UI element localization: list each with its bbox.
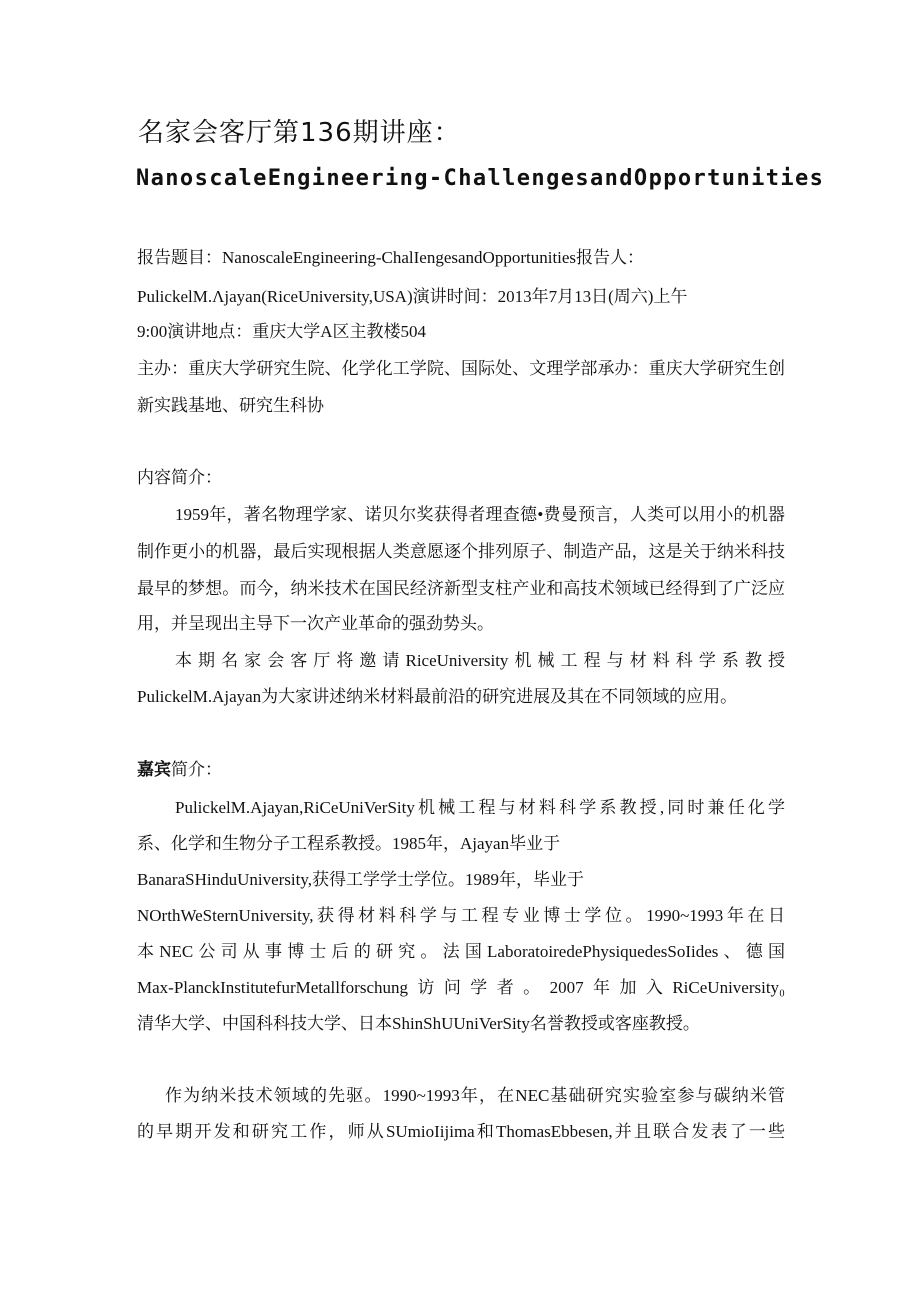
- content-p1-line: 最早的梦想。而今，纳米技术在国民经济新型支柱产业和高技术领域已经得到了广泛应: [137, 579, 785, 598]
- content-heading: 内容简介：: [137, 468, 222, 487]
- guest-p1-line: 清华大学、中国科科技大学、日本ShinShUUniVerSity名誉教授或客座教授。: [137, 1014, 700, 1033]
- info-line-speaker-time: PulickelM.Λjayan(RiceUniversity,USA)演讲时间：2013年7月13日(周六)上午: [137, 287, 688, 306]
- page-subtitle: NanoscaleEngineering-ChallengesandOpportunities: [136, 166, 825, 191]
- info-line-organizers: 主办：重庆大学研究生院、化学化工学院、国际处、文理学部承办：重庆大学研究生创: [137, 359, 785, 378]
- guest-heading-rest: 简介：: [171, 760, 222, 779]
- info-line-organizers-cont: 新实践基地、研究生科协: [137, 396, 324, 415]
- guest-p1-line: PulickelM.Ajayan,RiCeUniVerSity机械工程与材料科学系教授,同时兼任化学: [175, 798, 785, 817]
- info-line-topic: 报告题目：NanoscaleEngineering-ChalIengesandOpportunities报告人：: [137, 248, 645, 267]
- guest-p1-line: 本NEC公司从事博士后的研究。法国LaboratoiredePhysiquedesSoIides、德国: [137, 942, 785, 961]
- guest-p2-line: 作为纳米技术领域的先驱。1990~1993年，在NEC基础研究实验室参与碳纳米管: [165, 1086, 785, 1105]
- content-p2-line: 本期名家会客厅将邀请RiceUniversity机械工程与材料科学系教授: [175, 651, 785, 670]
- guest-p2-line: 的早期开发和研究工作，师从SUmioIijima和ThomasEbbesen,并且联合发表了一些: [137, 1122, 785, 1141]
- guest-p1-line: Max-PlanckInstitutefurMetallforschung访问学者。2007年加入RiCeUniversity₀: [137, 978, 785, 997]
- content-p1-line: 制作更小的机器，最后实现根据人类意愿逐个排列原子、制造产品，这是关于纳米科技: [137, 542, 785, 561]
- content-p1-line: 1959年，著名物理学家、诺贝尔奖获得者理查德•费曼预言，人类可以用小的机器: [175, 505, 785, 524]
- guest-p1-line: 系、化学和生物分子工程系教授。1985年，Ajayan毕业于: [137, 834, 561, 853]
- content-p1-line: 用，并呈现出主导下一次产业革命的强劲势头。: [137, 614, 494, 633]
- guest-p1-line: BanaraSHinduUniversity,获得工学学士学位。1989年，毕业于: [137, 870, 585, 889]
- info-line-location: 9:00演讲地点：重庆大学A区主教楼504: [137, 322, 426, 341]
- guest-p1-line: NOrthWeSternUniversity,获得材料科学与工程专业博士学位。1990~1993年在日: [137, 906, 785, 925]
- guest-heading: [137, 758, 785, 782]
- guest-heading-bold: 嘉宾: [137, 760, 171, 779]
- content-p2-line: PulickelM.Ajayan为大家讲述纳米材料最前沿的研究进展及其在不同领域的应用。: [137, 687, 738, 706]
- page-title: 名家会客厅第136期讲座：: [138, 118, 461, 148]
